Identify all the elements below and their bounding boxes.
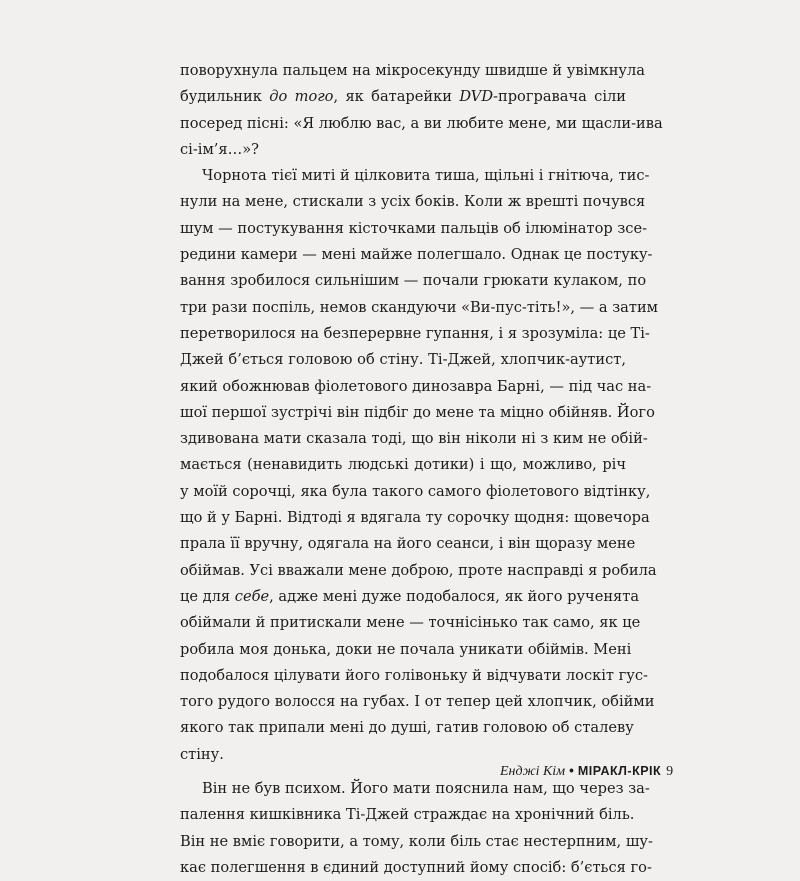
text-segment: подобалося цілувати його голівоньку й відчувати лоскіт гус- xyxy=(180,666,648,684)
paragraph xyxy=(180,163,659,768)
text-segment: якого так припали мені до душі, гатив головою об сталеву xyxy=(180,719,634,737)
text-segment: будильник xyxy=(180,88,270,106)
text-line xyxy=(180,189,646,215)
italic-segment: DVD xyxy=(459,88,494,106)
text-line xyxy=(180,374,652,400)
italic-segment: себе xyxy=(234,587,270,605)
text-line xyxy=(180,610,641,636)
text-line xyxy=(180,137,626,163)
text-segment: здивована мати сказала тоді, що він ніколи ні з ким не обій- xyxy=(180,430,648,448)
text-segment: палення кишківника Ті-Джей страждає на хронічний біль. xyxy=(180,806,635,824)
text-segment: Він не був психом. Його мати пояснила нам, що через за- xyxy=(202,780,650,798)
text-segment: , адже мені дуже подобалося, як його рученята xyxy=(269,587,640,605)
body-text xyxy=(180,58,663,881)
text-line xyxy=(180,347,626,373)
text-line xyxy=(180,584,640,610)
text-line xyxy=(180,426,648,452)
text-line xyxy=(180,58,645,84)
footer-separator: • xyxy=(569,763,574,778)
text-line xyxy=(180,531,636,557)
text-line xyxy=(180,689,655,715)
text-line xyxy=(180,295,659,321)
text-segment: -програвача сіли xyxy=(493,88,626,106)
text-line xyxy=(180,802,635,828)
text-segment: мається (ненавидить людські дотики) і що, можливо, річ xyxy=(180,456,626,474)
text-segment: поворухнула пальцем на мікросекунду швидше й увімкнула xyxy=(180,62,645,79)
text-line xyxy=(180,663,648,689)
text-segment: що й у Барні. Відтоді я вдягала ту сорочку щодня: щовечора xyxy=(180,509,650,527)
text-segment: нули на мене, стискали з усіх боків. Коли ж врешті почувся xyxy=(180,193,646,211)
text-segment: , як батарейки xyxy=(333,88,460,106)
text-segment: три рази поспіль, немов скандуючи «Ви-пус-тіть!», — а затим xyxy=(180,298,659,316)
text-segment: перетворилося на безперервне гупання, і я зрозуміла: це Ті- xyxy=(180,324,650,342)
text-segment: робила моя донька, доки не почала уникати обіймів. Мені xyxy=(180,640,632,658)
text-segment: шої першої зустрічі він підбіг до мене та міцно обійняв. Його xyxy=(180,403,655,421)
text-segment: який обожнював фіолетового динозавра Барні, — під час на- xyxy=(180,377,652,395)
text-line xyxy=(180,216,648,242)
text-segment: Джей б’ється головою об стіну. Ті-Джей, хлопчик-аутист, xyxy=(180,351,626,369)
text-segment: шум — постукування кісточками пальців об ілюмінатор зсе- xyxy=(180,219,648,237)
italic-segment: до того xyxy=(269,88,334,106)
text-line xyxy=(180,400,655,426)
paragraph xyxy=(180,58,663,163)
text-segment: стіну. xyxy=(180,745,224,763)
text-line xyxy=(180,84,626,110)
text-segment: прала її вручну, одягала на його сеанси, і він щоразу мене xyxy=(180,535,636,553)
page-footer xyxy=(500,759,674,783)
text-line xyxy=(180,505,650,531)
text-line xyxy=(180,855,652,881)
text-line xyxy=(180,111,663,137)
text-line xyxy=(180,242,653,268)
text-line xyxy=(180,452,626,478)
text-segment: редини камери — мені майже полегшало. Однак це постуку- xyxy=(180,246,653,264)
page-number: 9 xyxy=(666,764,674,779)
text-line xyxy=(180,637,632,663)
text-line xyxy=(180,829,653,855)
text-segment: у моїй сорочці, яка була такого самого фіолетового відтінку, xyxy=(180,482,651,500)
text-segment: це для xyxy=(180,587,235,605)
text-segment: обіймали й притискали мене — точнісінько так само, як це xyxy=(180,614,641,632)
text-segment: посеред пісні: «Я люблю вас, а ви любите мене, ми щасли-ива xyxy=(180,114,663,132)
text-segment: кає полегшення в єдиний доступний йому спосіб: б’ється го- xyxy=(180,858,652,876)
text-line xyxy=(180,163,650,189)
footer-author: Енджі Кім xyxy=(500,764,566,779)
text-line xyxy=(180,558,657,584)
text-line xyxy=(180,321,650,347)
text-line xyxy=(180,715,634,741)
text-segment: Чорнота тієї миті й цілковита тиша, щільні і гнітюча, тис- xyxy=(202,167,650,185)
text-segment: обіймав. Усі вважали мене доброю, проте насправді я робила xyxy=(180,561,657,579)
text-segment: Він не вміє говорити, а тому, коли біль стає нестерпним, шу- xyxy=(180,832,653,850)
text-segment: сі-ім’я…»? xyxy=(180,140,259,158)
paragraph xyxy=(180,776,653,881)
footer-book-title: МІРАКЛ-КРІК xyxy=(577,764,662,778)
text-line xyxy=(180,479,651,505)
text-segment: того рудого волосся на губах. І от тепер цей хлопчик, обійми xyxy=(180,693,655,711)
text-line xyxy=(180,268,647,294)
text-segment: вання зробилося сильнішим — почали грюкати кулаком, по xyxy=(180,272,647,290)
